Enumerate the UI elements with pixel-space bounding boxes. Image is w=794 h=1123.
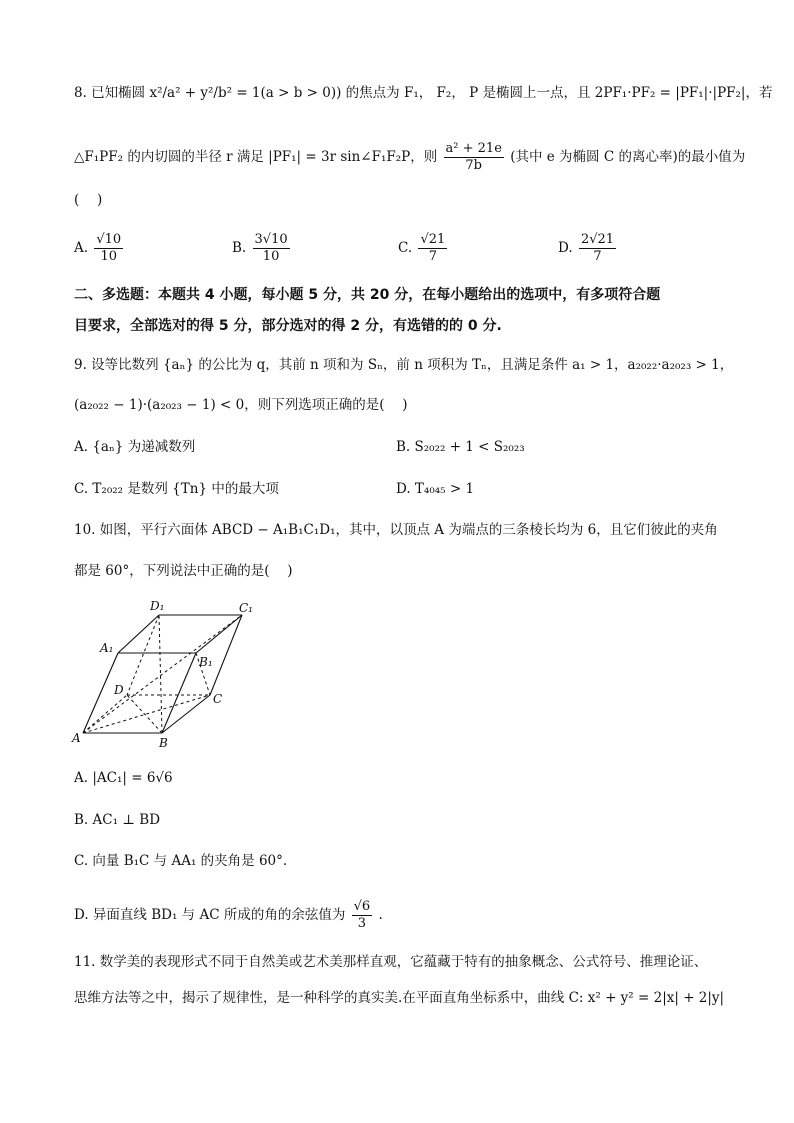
q8-option-d-label: D.	[558, 240, 573, 256]
section2-header-line2: 目要求，全部选对的得 5 分，部分选对的得 2 分，有选错的的 0 分.	[74, 318, 502, 334]
q8-option-b[interactable]	[232, 232, 292, 265]
q9-option-b[interactable]: B. S₂₀₂₂ + 1 < S₂₀₂₃	[396, 439, 525, 455]
q10-option-d-pre: D. 异面直线 BD₁ 与 AC 所成的角的余弦值为	[74, 907, 346, 923]
label-A1: A₁	[100, 641, 114, 655]
q8-line1: 8. 已知椭圆 x²/a² + y²/b² = 1(a > b > 0)) 的焦点为 F₁， F₂， P 是椭圆上一点，且 2PF₁·PF₂ = |PF₁|·|PF₂|，若	[74, 85, 773, 101]
q8-option-c-den: 7	[428, 249, 437, 264]
q8-fraction-den: 7b	[465, 158, 482, 173]
q10-option-c[interactable]: C. 向量 B₁C 与 AA₁ 的夹角是 60°.	[74, 853, 288, 869]
q11-line1: 11. 数学美的表现形式不同于自然美或艺术美那样直观，它蕴藏于特有的抽象概念、公式符号、推理论证、	[74, 954, 708, 970]
q8-option-c-num: √21	[420, 232, 446, 247]
q8-option-a-num: √10	[96, 232, 122, 247]
q8-option-c-label: C.	[398, 240, 413, 256]
label-D1: D₁	[150, 599, 165, 613]
q8-option-b-num: 3√10	[254, 232, 288, 247]
label-D: D	[114, 683, 124, 697]
q8-line3: ( )	[74, 192, 103, 208]
q9-line1: 9. 设等比数列 {aₙ} 的公比为 q，其前 n 项和为 Sₙ，前 n 项积为 Tₙ，且满足条件 a₁ > 1，a₂₀₂₂·a₂₀₂₃ > 1，	[74, 357, 734, 373]
label-A: A	[72, 731, 81, 745]
q10-option-d-den: 3	[357, 916, 367, 931]
q8-option-c[interactable]	[398, 232, 449, 265]
label-C: C	[213, 692, 223, 706]
q11-line2: 思维方法等之中，揭示了规律性，是一种科学的真实美.在平面直角坐标系中，曲线 C: x² + y² = 2|x| + 2|y|	[74, 990, 725, 1006]
section2-header-line1: 二、多选题：本题共 4 小题，每小题 5 分，共 20 分，在每小题给出的选项中，有多项符合题	[74, 287, 661, 303]
q8-option-d-den: 7	[593, 249, 602, 264]
q8-fraction-num: a² + 21e	[445, 141, 502, 156]
q8-option-a-den: 10	[100, 249, 118, 264]
q8-line2-pre: △F₁PF₂ 的内切圆的半径 r 满足 |PF₁| = 3r sin∠F₁F₂P，则	[74, 149, 438, 165]
q10-option-d-post: .	[378, 907, 383, 923]
q10-line1: 10. 如图，平行六面体 ABCD − A₁B₁C₁D₁，其中，以顶点 A 为端点的三条棱长均为 6，且它们彼此的夹角	[74, 522, 718, 538]
q8-option-b-den: 10	[262, 249, 280, 264]
q8-option-a[interactable]	[74, 232, 125, 265]
q9-option-d[interactable]: D. T₄₀₄₅ > 1	[396, 481, 475, 497]
q10-option-d[interactable]	[74, 899, 383, 932]
label-B: B	[159, 736, 168, 750]
q8-option-d[interactable]	[558, 232, 618, 265]
q9-option-a[interactable]: A. {aₙ} 为递减数列	[74, 439, 196, 455]
parallelepiped-figure	[70, 596, 270, 756]
q10-option-b[interactable]: B. AC₁ ⊥ BD	[74, 812, 161, 828]
q8-option-a-label: A.	[74, 240, 89, 256]
q8-fraction	[444, 141, 504, 174]
q10-option-a[interactable]: A. |AC₁| = 6√6	[74, 770, 173, 786]
q10-line2: 都是 60°，下列说法中正确的是( )	[74, 563, 293, 579]
q8-line2	[74, 141, 745, 174]
label-C1: C₁	[239, 601, 253, 615]
q10-option-d-num: √6	[353, 899, 371, 914]
q8-option-d-num: 2√21	[580, 232, 615, 247]
q8-line2-post: (其中 e 为椭圆 C 的离心率)的最小值为	[510, 149, 746, 165]
q8-option-b-label: B.	[232, 240, 247, 256]
label-B1: B₁	[199, 655, 213, 669]
q9-option-c[interactable]: C. T₂₀₂₂ 是数列 {Tn} 中的最大项	[74, 481, 279, 497]
q9-line2: (a₂₀₂₂ − 1)·(a₂₀₂₃ − 1) < 0，则下列选项正确的是( )	[74, 397, 408, 413]
